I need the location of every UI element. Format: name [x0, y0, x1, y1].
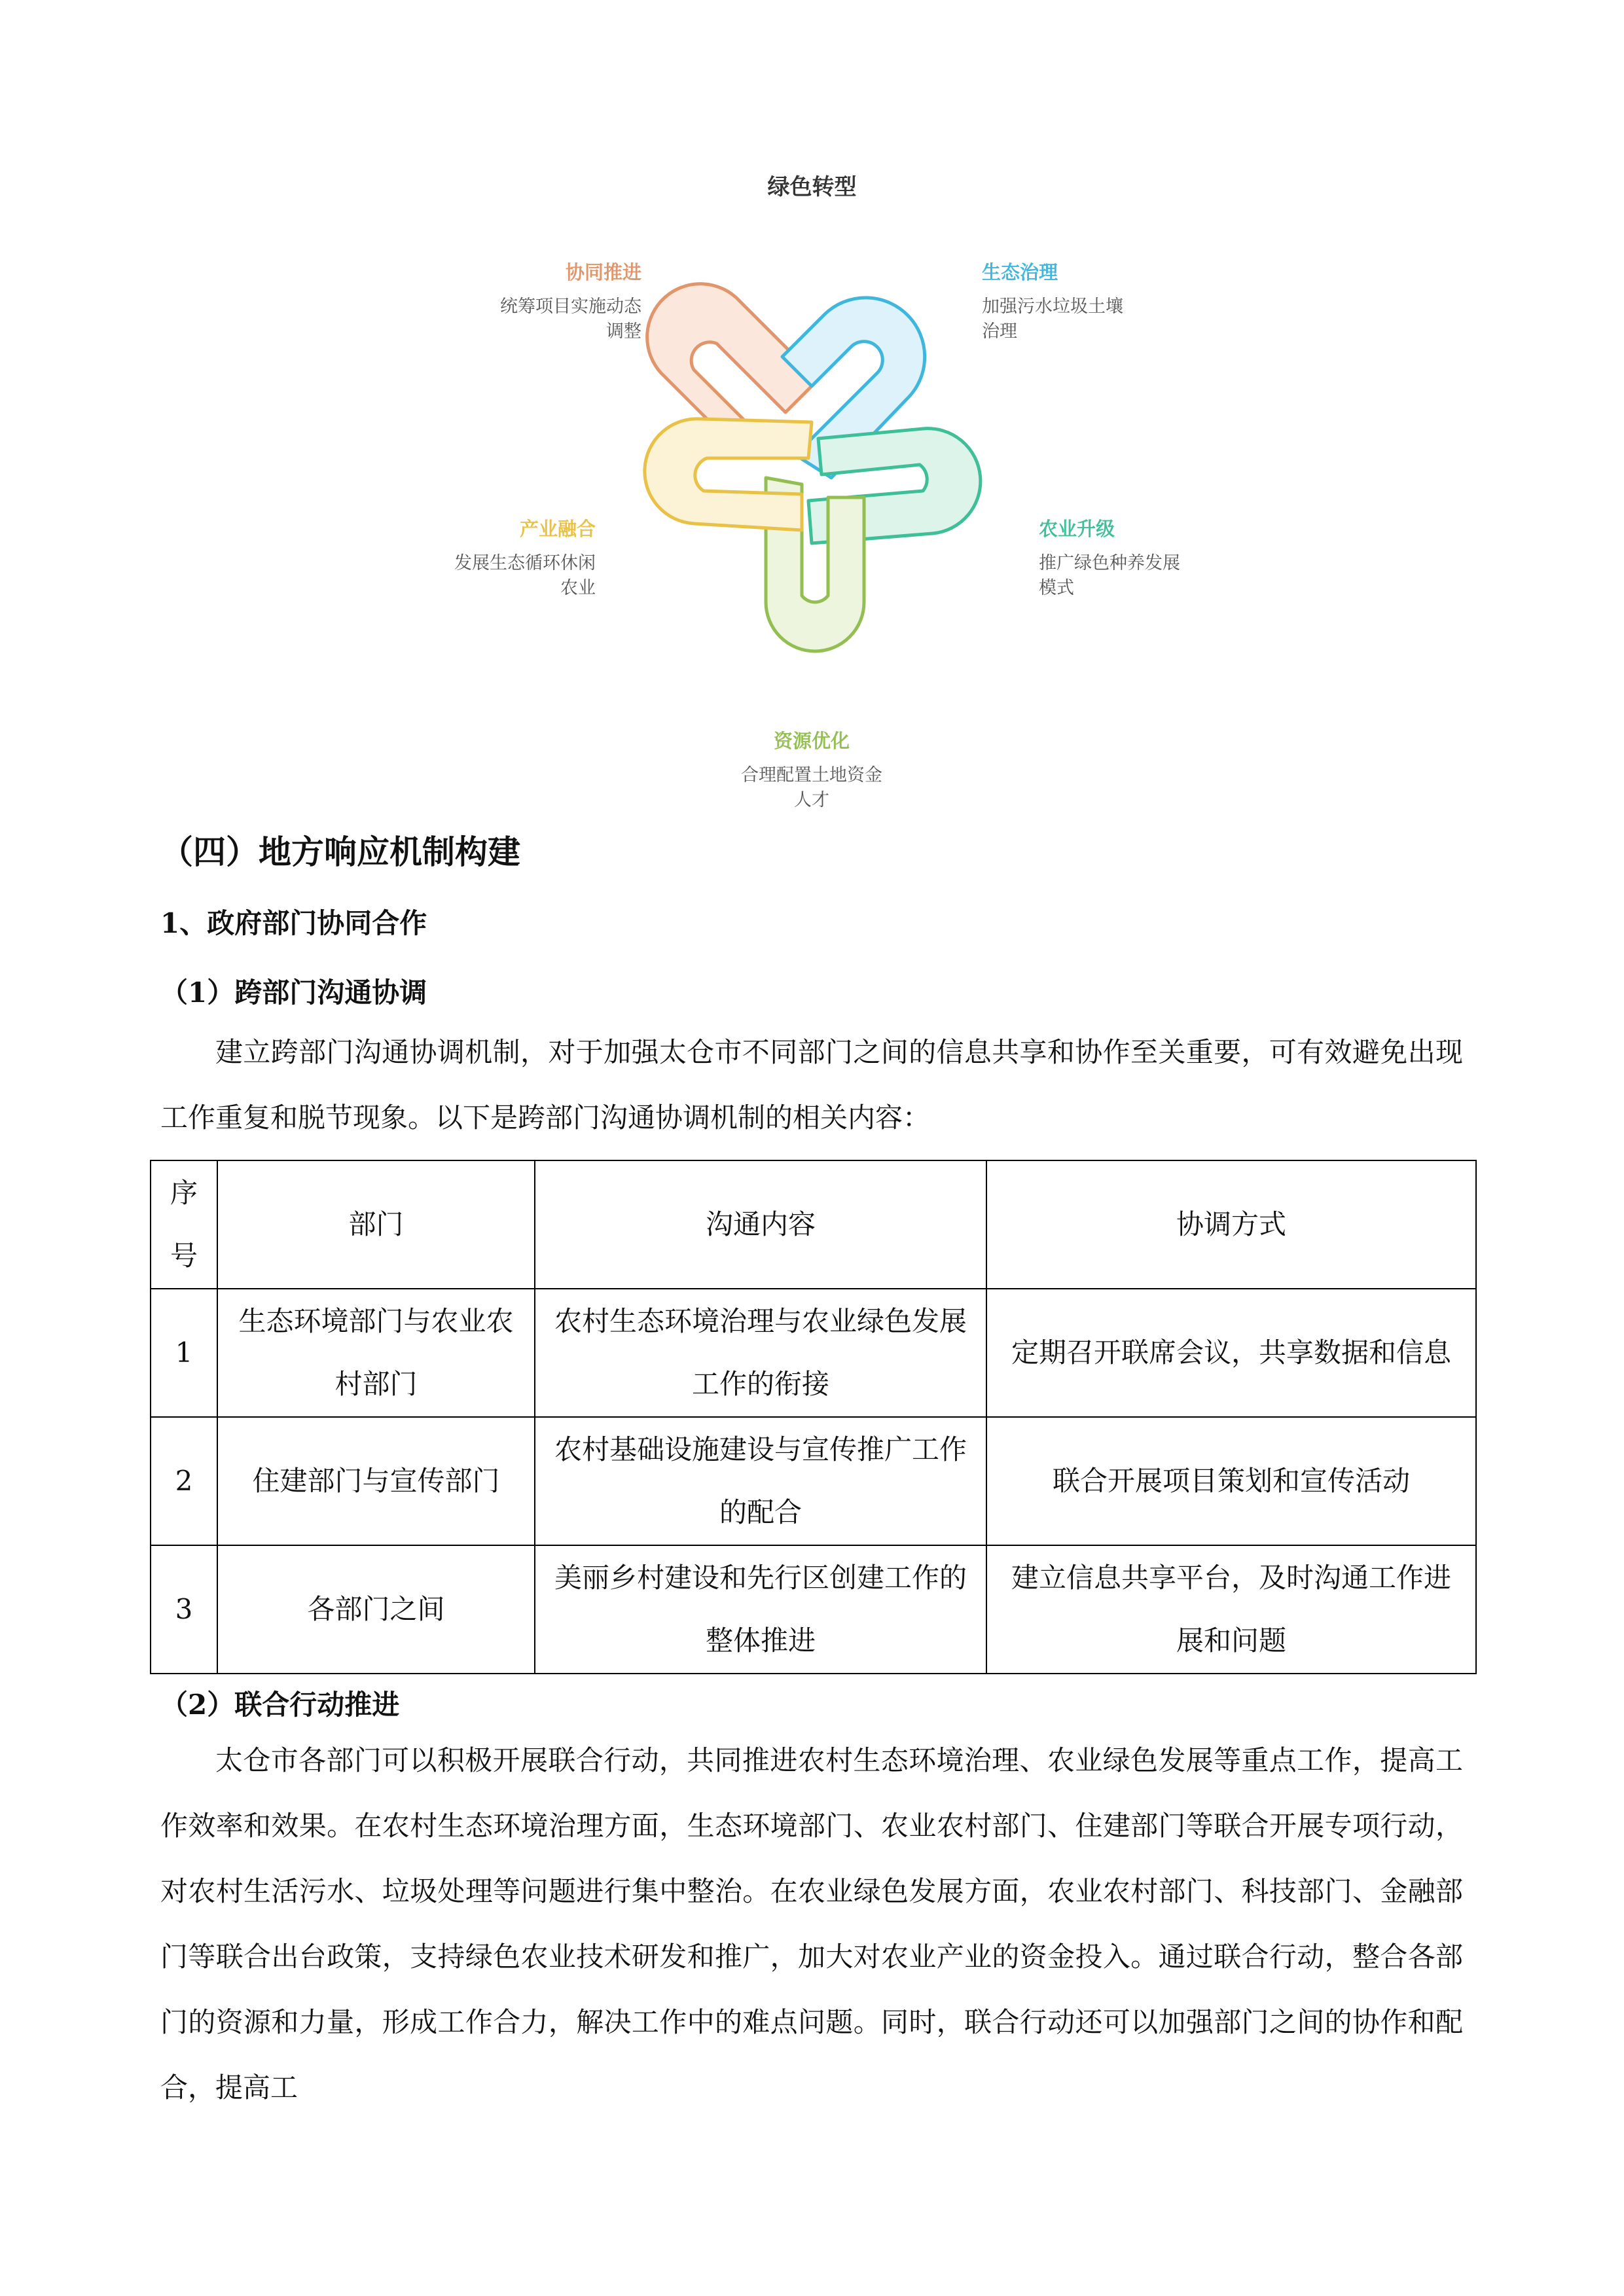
segment-label-ecological: 生态治理	[982, 261, 1058, 283]
segment-label-resources: 资源优化	[773, 730, 850, 752]
subsubheading-1: （1）跨部门沟通协调	[160, 977, 427, 1009]
segment-desc-agriculture: 推广绿色种养发展 模式	[1039, 553, 1180, 598]
segment-desc-resources: 合理配置土地资金 人才	[741, 765, 882, 810]
row-method: 建立信息共享平台，及时沟通工作进展和问题	[986, 1545, 1476, 1674]
segment-desc-industry: 发展生态循环休闲 农业	[454, 553, 596, 598]
coordination-table	[150, 1160, 1477, 1674]
row-department: 住建部门与宣传部门	[217, 1417, 535, 1545]
interlocking-petals	[576, 262, 1047, 681]
table-row	[151, 1545, 1476, 1674]
row-method: 联合开展项目策划和宣传活动	[986, 1417, 1476, 1545]
header-cell-content: 沟通内容	[535, 1160, 986, 1289]
row-department: 各部门之间	[217, 1545, 535, 1674]
segment-desc-coordination: 统筹项目实施动态 调整	[500, 296, 641, 342]
subsubheading-2: （2）联合行动推进	[160, 1689, 400, 1721]
header-cell-department: 部门	[217, 1160, 535, 1289]
segment-label-industry: 产业融合	[519, 518, 596, 540]
row-index: 2	[151, 1417, 217, 1545]
row-content: 农村基础设施建设与宣传推广工作的配合	[535, 1417, 986, 1545]
row-method: 定期召开联席会议，共享数据和信息	[986, 1289, 1476, 1417]
green-transition-diagram	[0, 0, 1624, 844]
section-heading: （四）地方响应机制构建	[160, 833, 520, 871]
table-header-row	[151, 1160, 1476, 1289]
table-row	[151, 1417, 1476, 1545]
header-cell-index: 序号	[151, 1160, 217, 1289]
paragraph-2: 太仓市各部门可以积极开展联合行动，共同推进农村生态环境治理、农业绿色发展等重点工作，提高工作效率和效果。在农村生态环境治理方面，生态环境部门、农业农村部门、住建部门等联合开展专项行动，对农村生活污水、垃圾处理等问题进行集中整治。在农业绿色发展方面，农业农村部门、科技部门、金融部门等联合出台政策，支持绿色农业技术研发和推广，加大对农业产业的资金投入。通过联合行动，整合各部门的资源和力量，形成工作合力，解决工作中的难点问题。同时，联合行动还可以加强部门之间的协作和配合，提高工	[160, 1744, 1463, 2104]
header-cell-method: 协调方式	[986, 1160, 1476, 1289]
subheading-1: 1、政府部门协同合作	[160, 907, 427, 939]
segment-label-coordination: 协同推进	[565, 261, 641, 283]
petal-yellow	[645, 419, 812, 530]
row-index: 1	[151, 1289, 217, 1417]
row-index: 3	[151, 1545, 217, 1674]
segment-desc-ecological: 加强污水垃圾土壤 治理	[982, 296, 1123, 342]
paragraph-1: 建立跨部门沟通协调机制，对于加强太仓市不同部门之间的信息共享和协作至关重要，可有效避免出现工作重复和脱节现象。以下是跨部门沟通协调机制的相关内容：	[160, 1036, 1463, 1134]
row-content: 美丽乡村建设和先行区创建工作的整体推进	[535, 1545, 986, 1674]
row-department: 生态环境部门与农业农村部门	[217, 1289, 535, 1417]
segment-label-agriculture: 农业升级	[1039, 518, 1115, 540]
table-row	[151, 1289, 1476, 1417]
row-content: 农村生态环境治理与农业绿色发展工作的衔接	[535, 1289, 986, 1417]
diagram-title: 绿色转型	[767, 174, 857, 200]
